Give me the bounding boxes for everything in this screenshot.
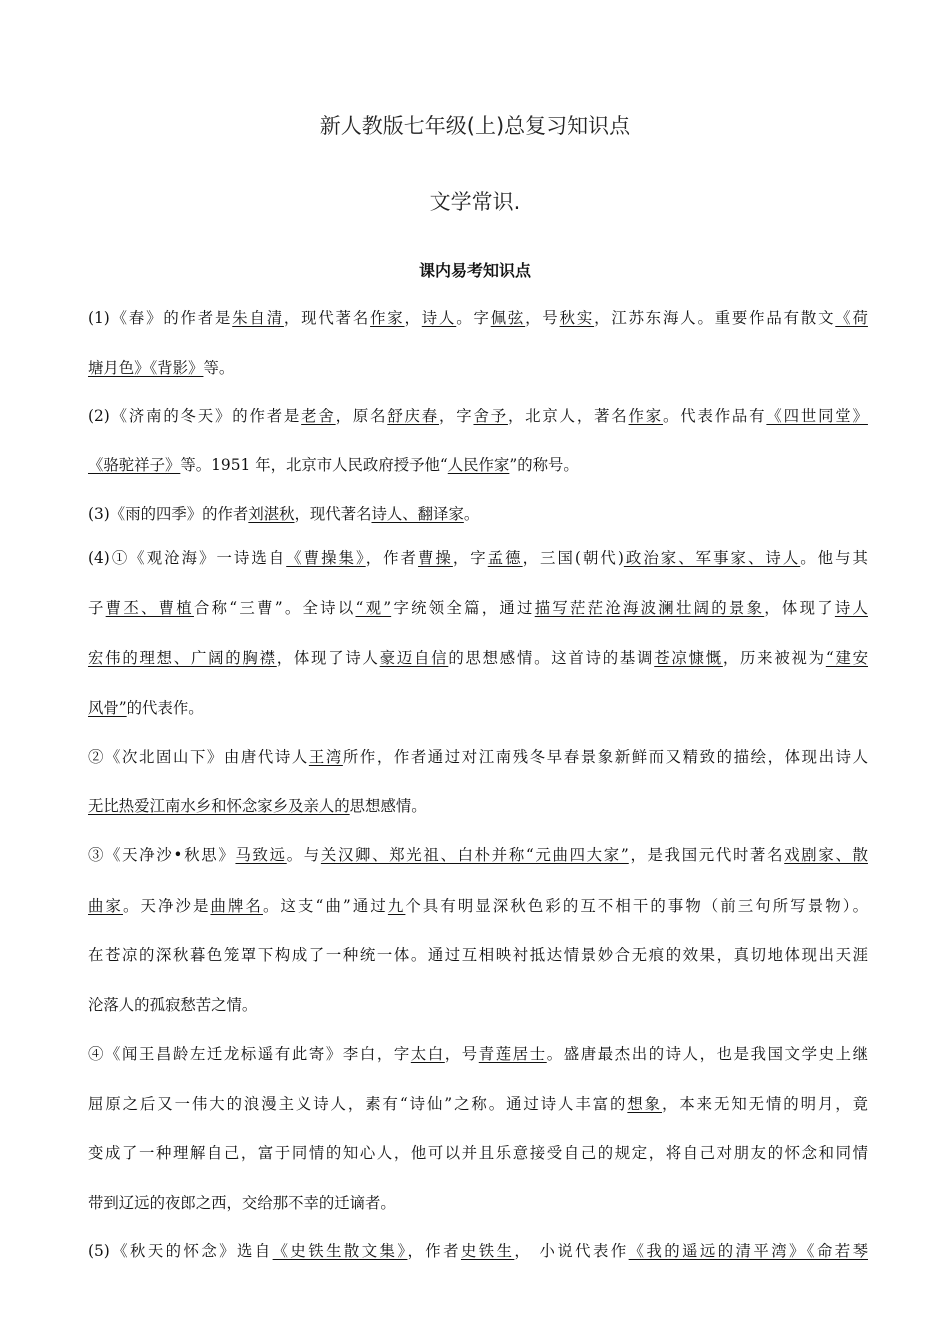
underlined-text: 马致远 [235, 846, 287, 864]
text-run: ，是我国元代时著名 [628, 846, 785, 864]
underlined-text: 作家 [628, 407, 664, 425]
underlined-text: 关汉卿、郑光祖、白朴并称“元曲四大家” [320, 846, 629, 864]
underlined-text: 舍予 [473, 407, 508, 425]
text-run: (1)《春》的作者是 [88, 309, 233, 327]
underlined-text: 苍凉慷慨 [654, 649, 723, 667]
underlined-text: 人民作家 [447, 456, 510, 474]
text-line [88, 1192, 868, 1214]
text-run: (2)《济南的冬天》的作者是 [88, 407, 302, 425]
text-run: 。天净沙是 [123, 897, 211, 915]
text-line [88, 844, 868, 866]
underlined-text: 戏剧家、散 [784, 846, 868, 864]
text-run: 。这支“曲”通过 [262, 897, 388, 915]
text-line [88, 944, 868, 966]
text-run: ④《闻王昌龄左迁龙标遥有此寄》李白，字 [88, 1045, 411, 1063]
text-run: ，本来无知无情的明月，竟 [662, 1095, 868, 1113]
text-run: 等。 [203, 359, 235, 377]
text-line [88, 1043, 868, 1065]
text-run: ，体现了诗人 [276, 649, 380, 667]
text-line [88, 1240, 868, 1262]
underlined-text: 曲牌名 [210, 897, 263, 915]
text-run: 。 [463, 505, 480, 523]
text-run: ，原名 [335, 407, 388, 425]
underlined-text: 风骨” [88, 699, 127, 717]
underlined-text: 《荷 [835, 309, 868, 327]
text-run: 变成了一种理解自己，富于同情的知心人，他可以并且乐意接受自己的规定，将自己对朋友的怀念和同情 [88, 1144, 868, 1162]
underlined-text: 佩弦 [490, 309, 526, 327]
text-run: 字统领全篇，通过 [391, 599, 535, 617]
text-run: 合称“三曹”。全诗以 [193, 599, 356, 617]
text-run: (3)《雨的四季》的作者 [88, 505, 249, 523]
underlined-text: 太白 [410, 1045, 445, 1063]
underlined-text: 想象 [627, 1095, 663, 1113]
underlined-text: 豪迈自信 [379, 649, 449, 667]
text-run: 思想感情。 [349, 797, 427, 815]
text-run: ，江苏东海人。重要作品有散文 [594, 309, 836, 327]
underlined-text: “建安 [825, 649, 868, 667]
text-run: ”的称号。 [509, 456, 579, 474]
underlined-text: 九 [387, 897, 406, 915]
text-run: ，历来被视为 [722, 649, 826, 667]
text-run: ， 小说代表作 [514, 1242, 629, 1260]
section-heading: 文学常识. [429, 190, 521, 214]
underlined-text: 孟德 [487, 549, 523, 567]
text-run: (5)《秋天的怀念》选自 [88, 1242, 273, 1260]
underlined-text: 描写茫茫沧海波澜壮阔的景象 [534, 599, 765, 617]
text-run: ， [404, 309, 422, 327]
text-run: 子 [88, 599, 106, 617]
text-run: ，三国(朝代) [522, 549, 624, 567]
text-line [88, 503, 868, 525]
subsection-heading: 课内易考知识点 [418, 261, 531, 280]
text-run: ，号 [444, 1045, 479, 1063]
underlined-text: 诗人 [834, 599, 868, 617]
underlined-text: 塘月色》《背影》 [88, 359, 204, 377]
text-run: 。他与其 [800, 549, 868, 567]
underlined-text: 作家 [370, 309, 405, 327]
text-run: (4)①《观沧海》一诗选自 [88, 549, 287, 567]
underlined-text: 诗人 [421, 309, 457, 327]
underlined-text: 老舍 [301, 407, 336, 425]
underlined-text: “观” [355, 599, 392, 617]
underlined-text: 《史铁生散文集》 [272, 1242, 408, 1260]
underlined-text: 舒庆春 [387, 407, 439, 425]
text-line [88, 357, 868, 379]
underlined-text: 宏伟的理想、广阔的胸襟 [88, 649, 277, 667]
underlined-text: 王湾 [308, 748, 343, 766]
text-run: 个具有明显深秋色彩的互不相干的事物（前三句所写景物）。 [405, 897, 868, 915]
text-line [88, 405, 868, 427]
document-title: 新人教版七年级(上)总复习知识点 [319, 114, 631, 138]
text-line [88, 454, 868, 476]
underlined-text: 《我的遥远的清平湾》《命若琴 [628, 1242, 868, 1260]
underlined-text: 朱自清 [232, 309, 284, 327]
text-run: 所作，作者通过对江南残冬早春景象新鲜而又精致的描绘，体现出诗人 [342, 748, 868, 766]
underlined-text: 刘湛秋 [248, 505, 295, 523]
text-line [88, 1093, 868, 1115]
text-line [88, 547, 868, 569]
underlined-text: 史铁生 [460, 1242, 515, 1260]
text-run: ，作者 [365, 549, 418, 567]
text-line [88, 307, 868, 329]
text-run: ，字 [452, 549, 488, 567]
text-line [88, 597, 868, 619]
text-run: ，现代著名 [294, 505, 372, 523]
underlined-text: 诗人、翻译家 [371, 505, 464, 523]
text-line [88, 795, 868, 817]
text-line [88, 994, 868, 1016]
text-run: ②《次北固山下》由唐代诗人 [88, 748, 309, 766]
underlined-text: 曹丕、曹植 [105, 599, 194, 617]
text-run: ，号 [525, 309, 560, 327]
text-run: 。与 [286, 846, 321, 864]
text-run: 。盛唐最杰出的诗人，也是我国文学史上继 [546, 1045, 868, 1063]
underlined-text: 《骆驼祥子》 [88, 456, 181, 474]
text-run: 的思想感情。这首诗的基调 [448, 649, 655, 667]
text-line [88, 746, 868, 768]
text-line [88, 1142, 868, 1164]
text-run: 。代表作品有 [663, 407, 767, 425]
text-run: 。字 [456, 309, 491, 327]
text-run: ③《天净沙•秋思》 [88, 846, 236, 864]
text-run: 在苍凉的深秋暮色笼罩下构成了一种统一体。通过互相映衬抵达情景妙合无痕的效果，真切地体现出天涯 [88, 946, 868, 964]
underlined-text: 政治家、军事家、诗人 [623, 549, 801, 567]
text-line [88, 895, 868, 917]
text-run: 等。1951 年，北京市人民政府授予他“ [180, 456, 448, 474]
text-run: 屈原之后又一伟大的浪漫主义诗人，素有“诗仙”之称。通过诗人丰富的 [88, 1095, 628, 1113]
text-run: ，现代著名 [283, 309, 371, 327]
text-run: 带到辽远的夜郎之西，交给那不幸的迁谪者。 [88, 1194, 396, 1212]
text-run: ，作者 [407, 1242, 461, 1260]
text-run: ，北京人，著名 [507, 407, 629, 425]
text-run: ，体现了 [764, 599, 835, 617]
text-run: 沦落人的孤寂愁苦之情。 [88, 996, 258, 1014]
text-line [88, 647, 868, 669]
text-line [88, 697, 868, 719]
underlined-text: 《四世同堂》 [766, 407, 868, 425]
text-run: ，字 [439, 407, 474, 425]
underlined-text: 秋实 [559, 309, 595, 327]
underlined-text: 《曹操集》 [286, 549, 366, 567]
text-run: 的代表作。 [126, 699, 204, 717]
underlined-text: 曹操 [418, 549, 453, 567]
underlined-text: 无比热爱江南水乡和怀念家乡及亲人的 [88, 797, 350, 815]
underlined-text: 青莲居士 [478, 1045, 547, 1063]
underlined-text: 曲家 [88, 897, 123, 915]
